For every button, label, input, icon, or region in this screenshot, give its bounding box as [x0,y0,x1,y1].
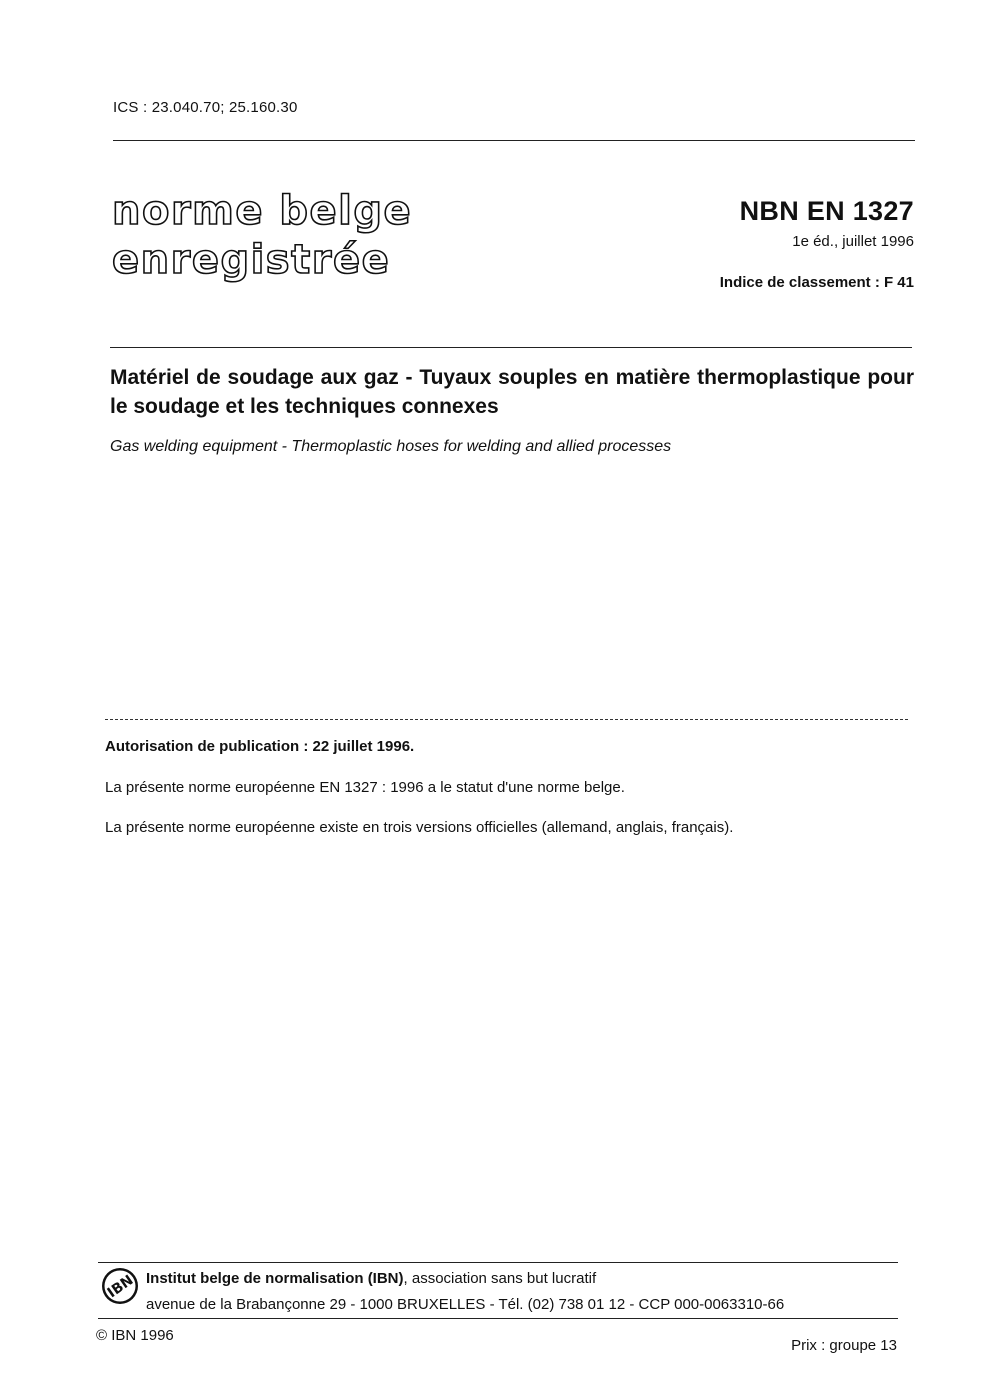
title-english: Gas welding equipment - Thermoplastic hoses for welding and allied processes [110,438,672,455]
status-paragraph: La présente norme européenne EN 1327 : 1996 a le statut d'une norme belge. [105,779,625,796]
ibn-logo [100,1266,140,1306]
header-rule [113,140,915,141]
institute-address: avenue de la Brabançonne 29 - 1000 BRUXELLES - Tél. (02) 738 01 12 - CCP 000-0063310-66 [146,1296,785,1313]
publication-rule [105,719,908,720]
footer-rule-bottom [98,1318,898,1319]
institute-line [146,1270,596,1287]
brand-line-1: norme belge [112,188,413,234]
standard-code: NBN EN 1327 [739,196,914,226]
logo-lettering: IBN [104,1272,137,1302]
classification-index: Indice de classement : F 41 [719,274,914,291]
versions-paragraph: La présente norme européenne existe en trois versions officielles (allemand, anglais, français). [105,819,734,836]
publication-authorization: Autorisation de publication : 22 juillet 1996. [105,738,415,755]
title-rule [110,347,912,348]
edition-date: 1e éd., juillet 1996 [792,233,914,250]
ics-code: ICS : 23.040.70; 25.160.30 [113,99,298,116]
footer-rule-top [98,1262,898,1263]
price-group: Prix : groupe 13 [791,1337,897,1354]
copyright: © IBN 1996 [96,1327,174,1344]
title-french: Matériel de soudage aux gaz - Tuyaux souples en matière thermoplastique pour le soudage et les techniques connexes [110,366,914,418]
institute-suffix: , association sans but lucratif [403,1270,597,1287]
institute-name: Institut belge de normalisation (IBN) [146,1270,404,1287]
brand-line-2: enregistrée [112,237,391,283]
